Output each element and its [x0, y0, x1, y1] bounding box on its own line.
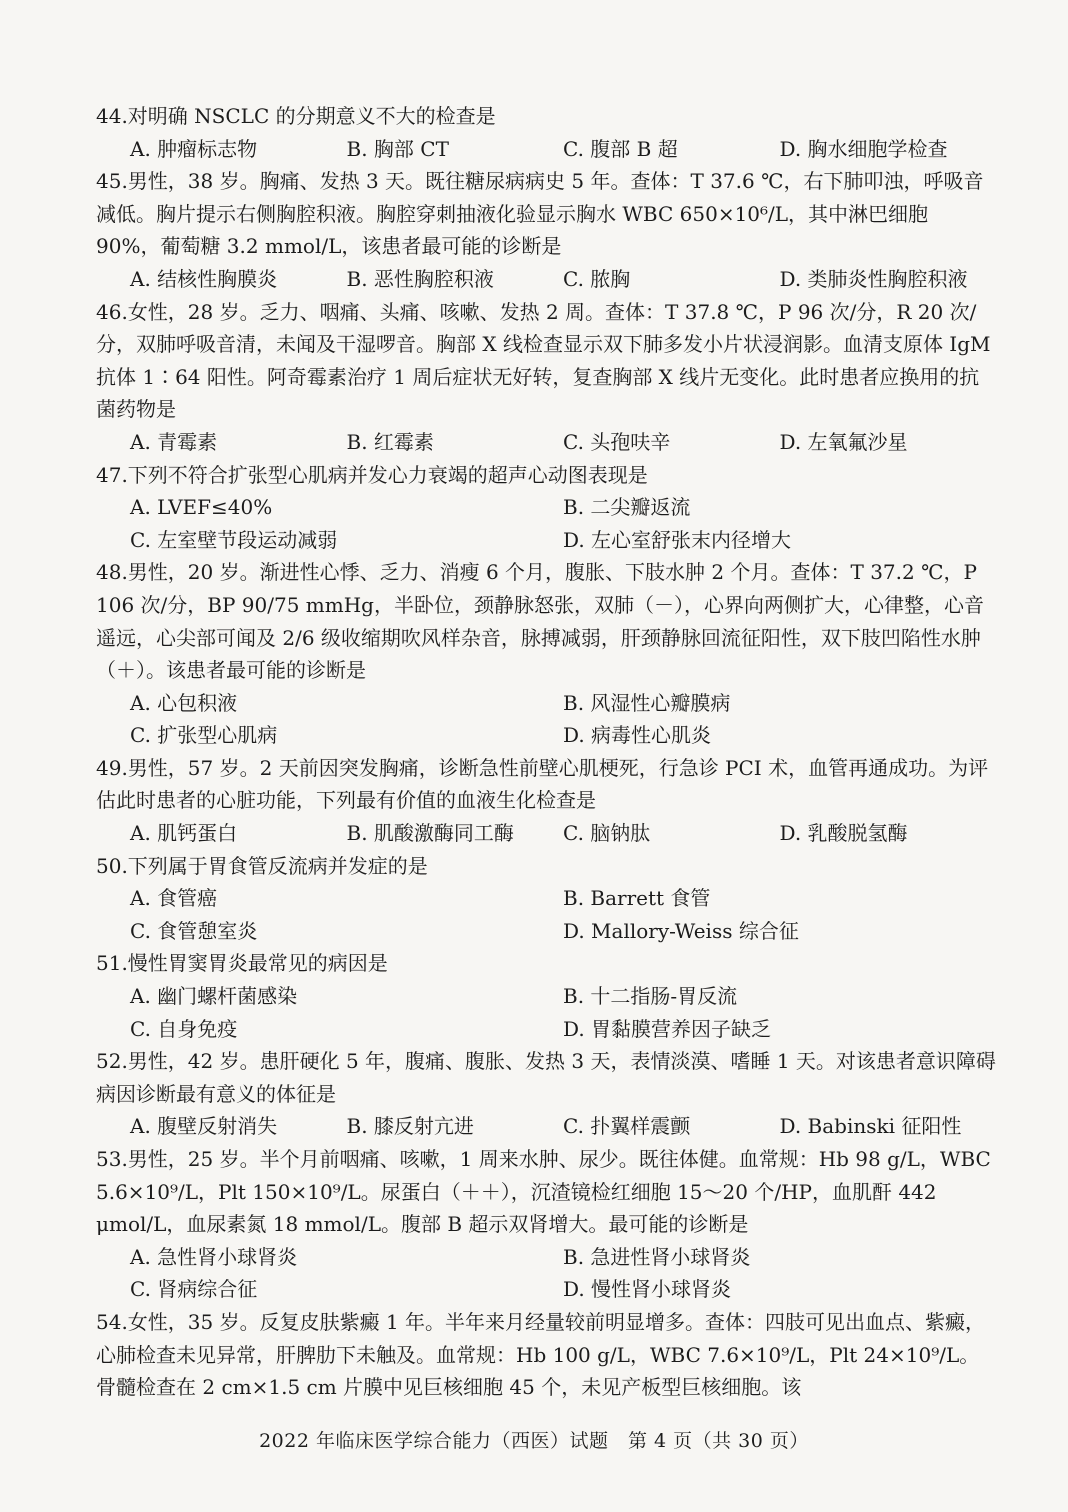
option-c: C. 脓胸: [563, 266, 631, 291]
question-51: [96, 947, 996, 1045]
option-d: D. Babinski 征阳性: [779, 1114, 962, 1139]
question-53: [96, 1143, 996, 1306]
option-a: A. 心包积液: [130, 690, 238, 715]
option-d: D. 左心室舒张末内径增大: [563, 527, 792, 552]
option-d: D. 胸水细胞学检查: [779, 136, 948, 161]
option-a: A. 急性肾小球肾炎: [130, 1244, 298, 1269]
option-d: D. Mallory-Weiss 综合征: [563, 918, 799, 943]
option-d: D. 病毒性心肌炎: [563, 723, 712, 748]
option-b: B. 肌酸激酶同工酶: [346, 821, 514, 846]
option-group: [96, 491, 996, 556]
option-a: A. 食管癌: [130, 886, 218, 911]
option-group: [96, 426, 996, 459]
option-a: A. 结核性胸膜炎: [130, 266, 278, 291]
page-footer: 2022 年临床医学综合能力（西医）试题 第 4 页（共 30 页）: [259, 1430, 809, 1452]
option-b: B. Barrett 食管: [563, 886, 711, 911]
option-b: B. 二尖瓣返流: [563, 495, 691, 520]
option-c: C. 头孢呋辛: [563, 429, 671, 454]
option-a: A. 肌钙蛋白: [130, 821, 238, 846]
option-b: B. 急进性肾小球肾炎: [563, 1244, 751, 1269]
option-b: B. 膝反射亢进: [346, 1114, 474, 1139]
option-group: [96, 263, 996, 296]
option-d: D. 类肺炎性胸腔积液: [779, 266, 968, 291]
question-stem: 54.女性，35 岁。反复皮肤紫癜 1 年。半年来月经量较前明显增多。查体：四肢可见出血点、紫癜，心肺检查未见异常，肝脾肋下未触及。血常规：Hb 100 g/L，WBC 7.6×10⁹/L，Plt 24×10⁹/L。骨髓检查在 2 cm×1.5 cm 片膜中见巨核细胞 45 个，未见产板型巨核细胞。该: [96, 1309, 986, 1400]
question-stem: 51.慢性胃窦胃炎最常见的病因是: [96, 951, 388, 976]
question-stem: 45.男性，38 岁。胸痛、发热 3 天。既往糖尿病病史 5 年。查体：T 37.6 ℃，右下肺叩浊，呼吸音减低。胸片提示右侧胸腔积液。胸腔穿刺抽液化验显示胸水 WBC 650×10⁶/L，其中淋巴细胞 90%，葡萄糖 3.2 mmol/L，该患者最可能的诊断是: [96, 169, 984, 259]
option-c: C. 扩张型心肌病: [130, 723, 278, 748]
option-group: [96, 980, 996, 1045]
option-c: C. 左室壁节段运动减弱: [130, 527, 338, 552]
question-52: [96, 1045, 996, 1143]
question-54: [96, 1306, 996, 1404]
option-b: B. 风湿性心瓣膜病: [563, 690, 731, 715]
question-47: [96, 459, 996, 557]
option-d: D. 乳酸脱氢酶: [779, 821, 908, 846]
option-b: B. 胸部 CT: [346, 136, 449, 161]
option-group: [96, 687, 996, 752]
question-stem: 47.下列不符合扩张型心肌病并发心力衰竭的超声心动图表现是: [96, 462, 648, 487]
option-a: A. 幽门螺杆菌感染: [130, 984, 298, 1009]
option-d: D. 胃黏膜营养因子缺乏: [563, 1016, 772, 1041]
option-group: [96, 817, 996, 850]
question-stem: 50.下列属于胃食管反流病并发症的是: [96, 853, 428, 878]
option-c: C. 腹部 B 超: [563, 136, 678, 161]
question-list: [96, 100, 996, 1404]
option-d: D. 慢性肾小球肾炎: [563, 1277, 732, 1302]
question-stem: 52.男性，42 岁。患肝硬化 5 年，腹痛、腹胀、发热 3 天，表情淡漠、嗜睡 1 天。对该患者意识障碍病因诊断最有意义的体征是: [96, 1049, 996, 1106]
option-b: B. 十二指肠-胃反流: [563, 984, 738, 1009]
option-d: D. 左氧氟沙星: [779, 429, 908, 454]
option-a: A. 青霉素: [130, 429, 218, 454]
question-stem: 48.男性，20 岁。渐进性心悸、乏力、消瘦 6 个月，腹胀、下肢水肿 2 个月。查体：T 37.2 ℃，P 106 次/分，BP 90/75 mmHg，半卧位，颈静脉怒张，双肺（－），心界向两侧扩大，心律整，心音遥远，心尖部可闻及 2/6 级收缩期吹风样杂音，脉搏减弱，肝颈静脉回流征阳性，双下肢凹陷性水肿（＋）。该患者最可能的诊断是: [96, 560, 984, 683]
question-stem: 49.男性，57 岁。2 天前因突发胸痛，诊断急性前壁心肌梗死，行急诊 PCI 术，血管再通成功。为评估此时患者的心脏功能，下列最有价值的血液生化检查是: [96, 755, 989, 813]
option-group: [96, 1110, 996, 1143]
question-stem: 53.男性，25 岁。半个月前咽痛、咳嗽，1 周来水肿、尿少。既往体健。血常规：Hb 98 g/L，WBC 5.6×10⁹/L，Plt 150×10⁹/L。尿蛋白（＋＋），沉渣镜检红细胞 15～20 个/HP，血肌酐 442 μmol/L，血尿素氮 18 mmol/L。腹部 B 超示双肾增大。最可能的诊断是: [96, 1147, 991, 1237]
option-b: B. 红霉素: [346, 429, 434, 454]
question-stem: 46.女性，28 岁。乏力、咽痛、头痛、咳嗽、发热 2 周。查体：T 37.8 ℃，P 96 次/分，R 20 次/分，双肺呼吸音清，未闻及干湿啰音。胸部 X 线检查显示双下肺多发小片状浸润影。血清支原体 IgM 抗体 1∶64 阳性。阿奇霉素治疗 1 周后症状无好转，复查胸部 X 线片无变化。此时患者应换用的抗菌药物是: [96, 299, 991, 422]
question-45: [96, 165, 996, 295]
question-48: [96, 556, 996, 752]
option-c: C. 扑翼样震颤: [563, 1114, 691, 1139]
option-group: [96, 882, 996, 947]
question-44: [96, 100, 996, 165]
question-50: [96, 850, 996, 948]
option-c: C. 食管憩室炎: [130, 918, 258, 943]
option-c: C. 肾病综合征: [130, 1277, 258, 1302]
option-group: [96, 133, 996, 166]
option-a: A. 肿瘤标志物: [130, 136, 258, 161]
option-b: B. 恶性胸腔积液: [346, 266, 494, 291]
option-a: A. 腹壁反射消失: [130, 1114, 278, 1139]
option-c: C. 脑钠肽: [563, 821, 651, 846]
question-49: [96, 752, 996, 850]
option-group: [96, 1241, 996, 1306]
option-a: A. LVEF≤40%: [130, 495, 273, 520]
option-c: C. 自身免疫: [130, 1016, 238, 1041]
question-stem: 44.对明确 NSCLC 的分期意义不大的检查是: [96, 104, 496, 128]
question-46: [96, 296, 996, 459]
